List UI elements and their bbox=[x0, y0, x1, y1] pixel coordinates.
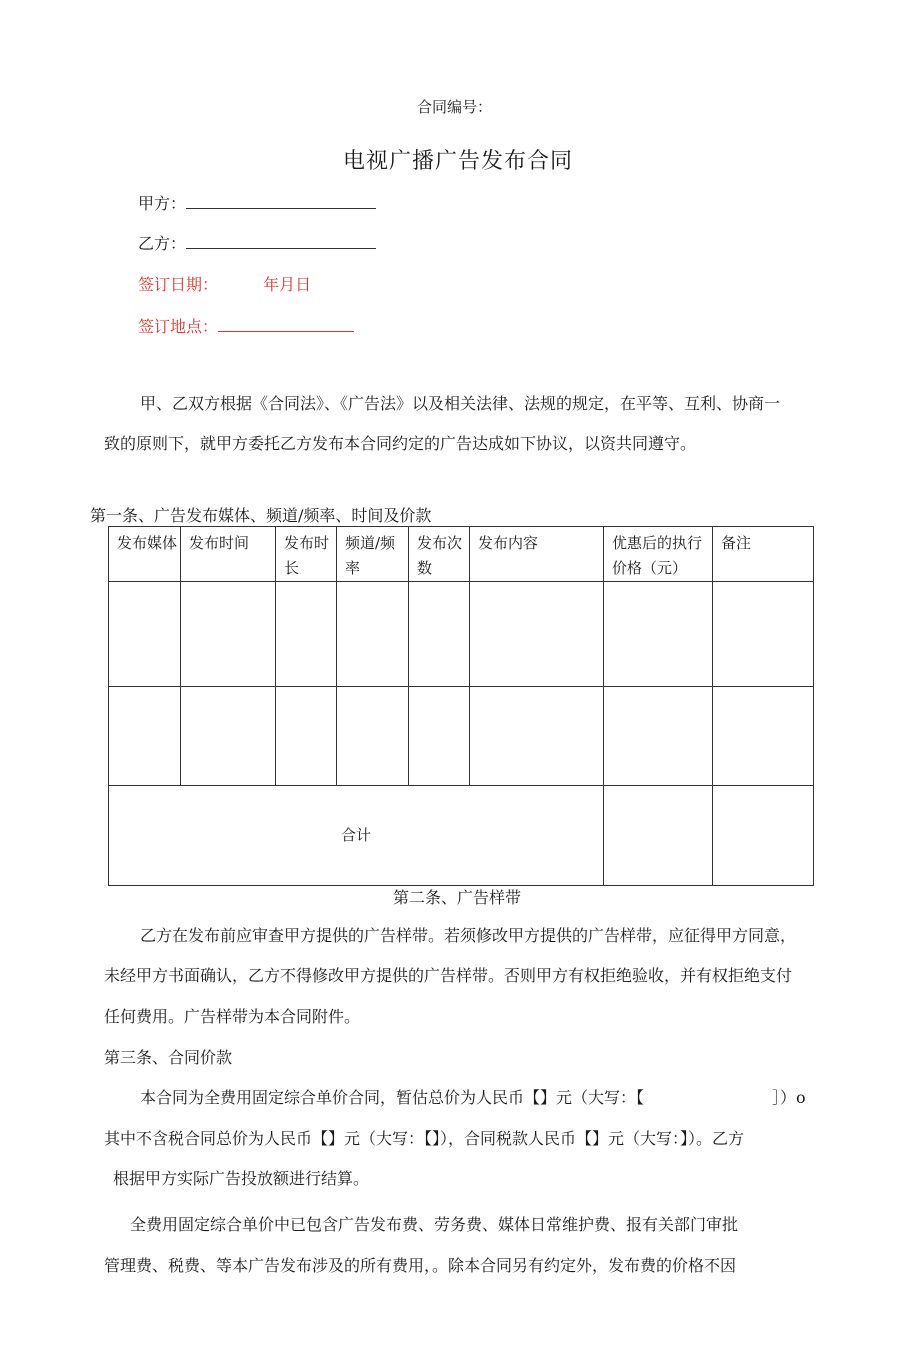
party-b-label: 乙方： bbox=[138, 234, 187, 253]
sign-place-row bbox=[138, 314, 354, 337]
party-a-row bbox=[138, 191, 376, 214]
col-header: 发布时间 bbox=[181, 527, 276, 582]
table-cell[interactable] bbox=[181, 582, 276, 687]
table-total-row bbox=[109, 786, 814, 886]
total-label: 合计 bbox=[109, 786, 604, 886]
table-cell[interactable] bbox=[337, 687, 409, 786]
contract-number-label: 合同编号： bbox=[417, 98, 493, 116]
total-price-cell[interactable] bbox=[604, 786, 713, 886]
article-2-line-3: 任何费用。广告样带为本合同附件。 bbox=[104, 1007, 361, 1026]
col-header: 发布时长 bbox=[276, 527, 337, 582]
intro-line-1: 甲、乙双方根据《合同法》、《广告法》以及相关法律、法规的规定，在平等、互利、协商一 bbox=[140, 394, 781, 413]
table-cell[interactable] bbox=[409, 687, 470, 786]
article-3-line-5: 管理费、税费、等本广告发布涉及的所有费用，。除本合同另有约定外，发布费的价格不因 bbox=[104, 1256, 737, 1275]
table-cell[interactable] bbox=[181, 687, 276, 786]
page-title: 电视广播广告发布合同 bbox=[343, 149, 574, 174]
table-cell[interactable] bbox=[276, 687, 337, 786]
table-cell[interactable] bbox=[713, 582, 814, 687]
article-3-line-1b: ］）o bbox=[772, 1088, 806, 1107]
table-header-row bbox=[109, 527, 814, 582]
col-header: 发布次数 bbox=[409, 527, 470, 582]
col-header: 发布媒体 bbox=[109, 527, 181, 582]
article-3-line-4: 全费用固定综合单价中已包含广告发布费、劳务费、媒体日常维护费、报有关部门审批 bbox=[130, 1215, 739, 1234]
article-2-line-2: 未经甲方书面确认，乙方不得修改甲方提供的广告样带。否则甲方有权拒绝验收，并有权拒绝支付 bbox=[104, 966, 793, 985]
sign-date-value: 年月日 bbox=[263, 275, 312, 294]
article-1-heading: 第一条、广告发布媒体、频道/频率、时间及价款 bbox=[90, 506, 432, 525]
sign-date-label: 签订日期： bbox=[138, 275, 219, 294]
table-cell[interactable] bbox=[409, 582, 470, 687]
table-row bbox=[109, 582, 814, 687]
table-cell[interactable] bbox=[337, 582, 409, 687]
article-3-heading: 第三条、合同价款 bbox=[104, 1048, 233, 1067]
col-header: 频道/频率 bbox=[337, 527, 409, 582]
table-cell[interactable] bbox=[109, 687, 181, 786]
intro-line-2: 致的原则下，就甲方委托乙方发布本合同约定的广告达成如下协议，以资共同遵守。 bbox=[104, 434, 697, 453]
table-cell[interactable] bbox=[276, 582, 337, 687]
article-3-line-1a: 本合同为全费用固定综合单价合同，暂估总价为人民币【】元（大写：【 bbox=[140, 1088, 645, 1107]
article-3-line-3: 根据甲方实际广告投放额进行结算。 bbox=[113, 1169, 370, 1188]
party-b-row bbox=[138, 231, 376, 254]
table-cell[interactable] bbox=[470, 582, 604, 687]
sign-date-row bbox=[138, 272, 311, 295]
article-2-heading: 第二条、广告样带 bbox=[393, 888, 522, 907]
table-cell[interactable] bbox=[604, 687, 713, 786]
table-cell[interactable] bbox=[604, 582, 713, 687]
party-b-blank[interactable] bbox=[186, 234, 376, 249]
table-row bbox=[109, 687, 814, 786]
article-3-line-2: 其中不含税合同总价为人民币【】元（大写：【】），合同税款人民币【】元（大写：】）。乙方 bbox=[104, 1129, 745, 1148]
col-header: 备注 bbox=[713, 527, 814, 582]
col-header: 发布内容 bbox=[470, 527, 604, 582]
table-cell[interactable] bbox=[109, 582, 181, 687]
article-2-line-1: 乙方在发布前应审查甲方提供的广告样带。若须修改甲方提供的广告样带，应征得甲方同意， bbox=[140, 926, 797, 945]
table-cell[interactable] bbox=[713, 687, 814, 786]
sign-place-label: 签订地点： bbox=[138, 317, 219, 336]
total-remark-cell[interactable] bbox=[713, 786, 814, 886]
party-a-label: 甲方： bbox=[138, 194, 187, 213]
col-header: 优惠后的执行价格（元） bbox=[604, 527, 713, 582]
party-a-blank[interactable] bbox=[186, 194, 376, 209]
media-schedule-table bbox=[108, 526, 814, 886]
table-cell[interactable] bbox=[470, 687, 604, 786]
sign-place-blank[interactable] bbox=[218, 317, 354, 332]
